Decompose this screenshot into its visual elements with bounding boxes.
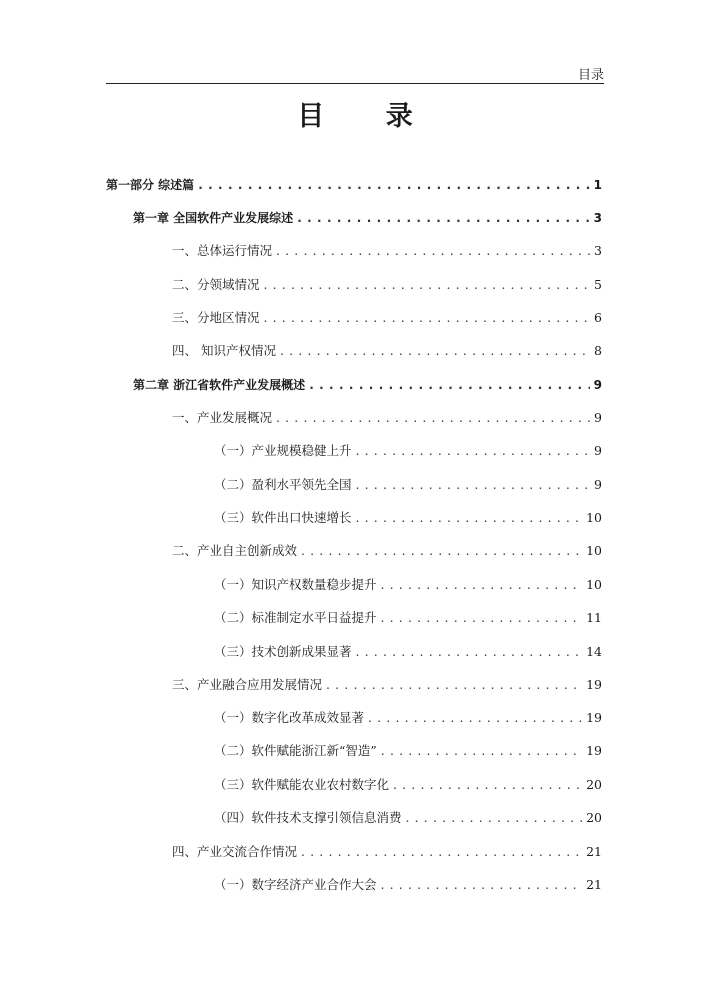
toc-entry-section[interactable] bbox=[172, 308, 602, 328]
toc-entry-page: 10 bbox=[586, 543, 602, 558]
toc-entry-section[interactable] bbox=[172, 275, 602, 295]
toc-entry-page: 10 bbox=[586, 510, 602, 525]
toc-entry-page: 19 bbox=[586, 677, 602, 692]
toc-entry-label: （二）盈利水平领先全国 bbox=[214, 477, 352, 492]
toc-entry-section[interactable] bbox=[172, 408, 602, 428]
dot-leader bbox=[356, 508, 583, 528]
toc-entry-label: （二）标准制定水平日益提升 bbox=[214, 610, 377, 625]
toc-entry-page: 20 bbox=[586, 777, 602, 792]
toc-entry-label: 四、 知识产权情况 bbox=[172, 343, 276, 358]
dot-leader bbox=[393, 775, 582, 795]
dot-leader bbox=[280, 341, 590, 361]
toc-entry-page: 19 bbox=[586, 743, 602, 758]
toc-entry-label: 二、分领域情况 bbox=[172, 277, 260, 292]
toc-entry-subsection[interactable] bbox=[214, 708, 602, 728]
toc-entry-page: 6 bbox=[594, 310, 602, 325]
toc-entry-page: 5 bbox=[594, 277, 602, 292]
toc-entry-page: 1 bbox=[593, 178, 602, 192]
toc-entry-page: 9 bbox=[594, 410, 602, 425]
dot-leader bbox=[301, 842, 582, 862]
toc-entry-page: 10 bbox=[586, 577, 602, 592]
dot-leader bbox=[356, 642, 583, 662]
dot-leader bbox=[301, 541, 582, 561]
toc-entry-page: 21 bbox=[586, 844, 602, 859]
dot-leader bbox=[381, 875, 583, 895]
running-header: 目录 bbox=[577, 68, 604, 83]
toc-entry-page: 20 bbox=[586, 810, 602, 825]
toc-entry-subsection[interactable] bbox=[214, 508, 602, 528]
page-title: 目 录 bbox=[297, 101, 439, 132]
toc-entry-subsection[interactable] bbox=[214, 775, 602, 795]
toc-entry-label: （三）技术创新成果显著 bbox=[214, 644, 352, 659]
dot-leader bbox=[326, 675, 582, 695]
dot-leader bbox=[264, 308, 590, 328]
toc-entry-section[interactable] bbox=[172, 241, 602, 261]
dot-leader bbox=[406, 808, 583, 828]
dot-leader bbox=[309, 375, 589, 395]
header-rule bbox=[106, 83, 604, 84]
toc-entry-label: （三）软件出口快速增长 bbox=[214, 510, 352, 525]
toc-entry-label: （一）数字化改革成效显著 bbox=[214, 710, 365, 725]
dot-leader bbox=[276, 241, 590, 261]
dot-leader bbox=[276, 408, 590, 428]
toc-entry-chapter-2[interactable] bbox=[133, 375, 602, 395]
toc-entry-subsection[interactable] bbox=[214, 741, 602, 761]
toc-entry-page: 21 bbox=[586, 877, 602, 892]
toc-entry-section[interactable] bbox=[172, 842, 602, 862]
toc-entry-label: （三）软件赋能农业农村数字化 bbox=[214, 777, 390, 792]
toc-entry-subsection[interactable] bbox=[214, 575, 602, 595]
toc-entry-page: 3 bbox=[594, 243, 602, 258]
dot-leader bbox=[356, 441, 590, 461]
toc-entry-subsection[interactable] bbox=[214, 808, 602, 828]
toc-entry-section[interactable] bbox=[172, 675, 602, 695]
dot-leader bbox=[297, 208, 589, 228]
dot-leader bbox=[198, 175, 589, 195]
toc-entry-subsection[interactable] bbox=[214, 608, 602, 628]
toc-entry-page: 11 bbox=[586, 610, 602, 625]
dot-leader bbox=[356, 475, 590, 495]
toc-entry-chapter-1[interactable] bbox=[133, 208, 602, 228]
toc-entry-label: 第一部分 综述篇 bbox=[106, 178, 195, 192]
toc-entry-label: （二）软件赋能浙江新“智造” bbox=[214, 743, 377, 758]
toc-entry-label: 三、产业融合应用发展情况 bbox=[172, 677, 323, 692]
toc-entry-label: 第二章 浙江省软件产业发展概述 bbox=[133, 378, 306, 392]
toc-entry-section[interactable] bbox=[172, 341, 602, 361]
toc-entry-subsection[interactable] bbox=[214, 475, 602, 495]
dot-leader bbox=[368, 708, 582, 728]
toc-entry-part-1[interactable] bbox=[106, 175, 602, 195]
toc-entry-subsection[interactable] bbox=[214, 441, 602, 461]
toc-entry-label: 四、产业交流合作情况 bbox=[172, 844, 298, 859]
toc-entry-label: （四）软件技术支撑引领信息消费 bbox=[214, 810, 402, 825]
toc-entry-section[interactable] bbox=[172, 541, 602, 561]
dot-leader bbox=[381, 575, 583, 595]
toc-entry-page: 9 bbox=[593, 378, 602, 392]
toc-entry-label: 第一章 全国软件产业发展综述 bbox=[133, 211, 294, 225]
toc-entry-subsection[interactable] bbox=[214, 642, 602, 662]
toc-entry-label: （一）产业规模稳健上升 bbox=[214, 443, 352, 458]
toc-entry-page: 14 bbox=[586, 644, 602, 659]
toc-entry-page: 19 bbox=[586, 710, 602, 725]
dot-leader bbox=[381, 608, 583, 628]
toc-entry-label: 一、产业发展概况 bbox=[172, 410, 273, 425]
dot-leader bbox=[264, 275, 590, 295]
toc-entry-label: （一）知识产权数量稳步提升 bbox=[214, 577, 377, 592]
toc-entry-label: 一、总体运行情况 bbox=[172, 243, 273, 258]
toc-entry-page: 8 bbox=[594, 343, 602, 358]
toc-entry-subsection[interactable] bbox=[214, 875, 602, 895]
toc-entry-page: 9 bbox=[594, 443, 602, 458]
toc-entry-page: 9 bbox=[594, 477, 602, 492]
toc-entry-label: 二、产业自主创新成效 bbox=[172, 543, 298, 558]
dot-leader bbox=[381, 741, 582, 761]
toc-entry-page: 3 bbox=[593, 211, 602, 225]
toc-entry-label: （一）数字经济产业合作大会 bbox=[214, 877, 377, 892]
toc-entry-label: 三、分地区情况 bbox=[172, 310, 260, 325]
